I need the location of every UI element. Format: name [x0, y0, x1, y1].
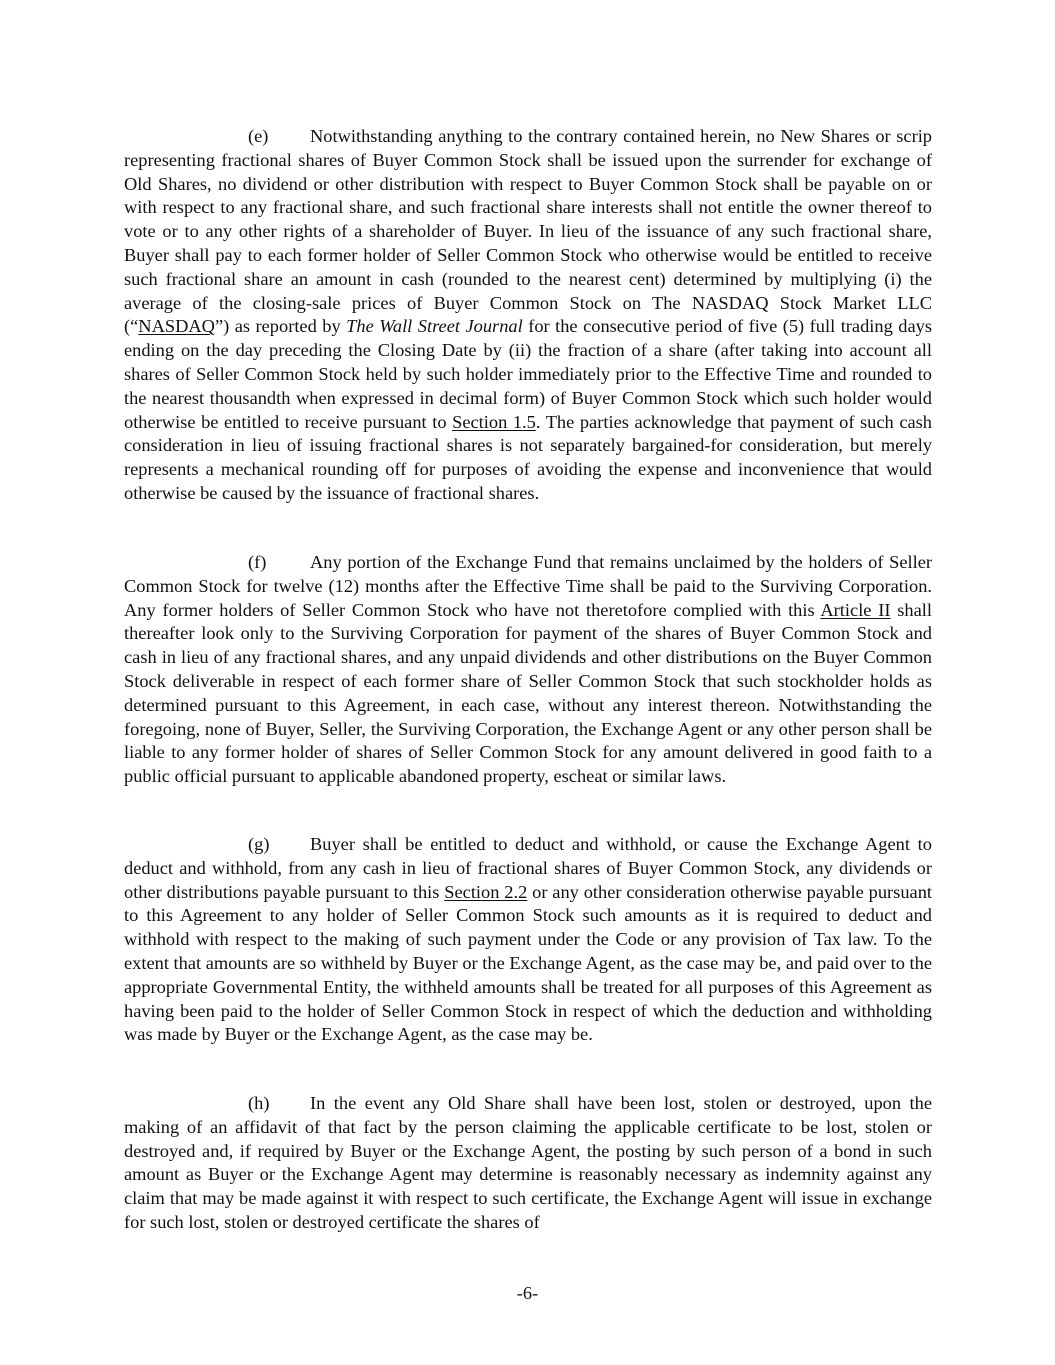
paragraph-g [124, 833, 932, 1047]
paragraph-e [124, 125, 932, 506]
section-reference-2-2: Section 2.2 [444, 881, 528, 902]
article-reference-ii: Article II [820, 599, 891, 620]
paragraph-h [124, 1092, 932, 1235]
paragraph-f-label: (f) [248, 552, 267, 572]
publication-title: The Wall Street Journal [346, 316, 523, 337]
section-reference-1-5: Section 1.5 [452, 411, 536, 432]
paragraph-g-text-2: or any other consideration otherwise payable pursuant to this Agreement to any holder of Seller Common Stock such amounts as it is required to deduct and withhold with respect to the making of such payment under the Code or any provision of Tax law. To the extent that amounts are so withheld by Buyer or the Exchange Agent, as the case may be, and paid over to the appropriate Governmental Entity, the withheld amounts shall be treated for all purposes of this Agreement as having been paid to the holder of Seller Common Stock in respect of which the deduction and withholding was made by Buyer or the Exchange Agent, as the case may be. [124, 881, 933, 1045]
paragraph-e-text-3: for the consecutive period of five (5) full trading days ending on the day preceding the Closing Date by (ii) the fraction of a share (after taking into account all shares of Seller Common Stock held by such holder immediately prior to the Effective Time and rounded to the nearest thousandth when expressed in decimal form) of Buyer Common Stock which such holder would otherwise be entitled to receive pursuant to [124, 316, 932, 432]
paragraph-h-text-1: In the event any Old Share shall have been lost, stolen or destroyed, upon the making of an affidavit of that fact by the person claiming the applicable certificate to be lost, stolen or destroyed and, if required by Buyer or the Exchange Agent, the posting by such person of a bond in such amount as Buyer or the Exchange Agent may determine is reasonably necessary as indemnity against any claim that may be made against it with respect to such certificate, the Exchange Agent will issue in exchange for such lost, stolen or destroyed certificate the shares of [124, 1093, 932, 1232]
paragraph-f-text-2: shall thereafter look only to the Surviving Corporation for payment of the shares of Buyer Common Stock and cash in lieu of any fractional shares, and any unpaid dividends and other distributions on the Buyer Common Stock deliverable in respect of each former share of Seller Common Stock that such stockholder holds as determined pursuant to this Agreement, in each case, without any interest thereon. Notwithstanding the foregoing, none of Buyer, Seller, the Surviving Corporation, the Exchange Agent or any other person shall be liable to any former holder of shares of Seller Common Stock for any amount delivered in good faith to a public official pursuant to applicable abandoned property, escheat or similar laws. [124, 599, 932, 787]
paragraph-g-text-1: Buyer shall be entitled to deduct and withhold, or cause the Exchange Agent to deduct and withhold, from any cash in lieu of fractional shares of Buyer Common Stock, any dividends or other distributions payable pursuant to this [124, 834, 932, 902]
paragraph-h-label: (h) [248, 1093, 270, 1113]
paragraph-e-text-2: ”) as reported by [214, 316, 347, 337]
defined-term-nasdaq: NASDAQ [138, 316, 215, 337]
paragraph-f [124, 551, 932, 789]
paragraph-g-label: (g) [248, 834, 270, 854]
paragraph-f-text-1: Any portion of the Exchange Fund that remains unclaimed by the holders of Seller Common Stock for twelve (12) months after the Effective Time shall be paid to the Surviving Corporation. Any former holders of Seller Common Stock who have not theretofore complied with this [124, 552, 932, 620]
page-number: -6- [516, 1283, 539, 1303]
paragraph-e-text-4: . The parties acknowledge that payment of such cash consideration in lieu of issuing fractional shares is not separately bargained-for consideration, but merely represents a mechanical rounding off for purposes of avoiding the expense and inconvenience that would otherwise be caused by the issuance of fractional shares. [124, 411, 932, 503]
paragraph-e-text-1: Notwithstanding anything to the contrary contained herein, no New Shares or scrip representing fractional shares of Buyer Common Stock shall be issued upon the surrender for exchange of Old Shares, no dividend or other distribution with respect to Buyer Common Stock shall be payable on or with respect to any fractional share, and such fractional share interests shall not entitle the owner thereof to vote or to any other rights of a shareholder of Buyer. In lieu of the issuance of any such fractional share, Buyer shall pay to each former holder of Seller Common Stock who otherwise would be entitled to receive such fractional share an amount in cash (rounded to the nearest cent) determined by multiplying (i) the average of the closing-sale prices of Buyer Common Stock on The NASDAQ Stock Market LLC (“ [124, 126, 932, 337]
paragraph-e-label: (e) [248, 126, 269, 146]
